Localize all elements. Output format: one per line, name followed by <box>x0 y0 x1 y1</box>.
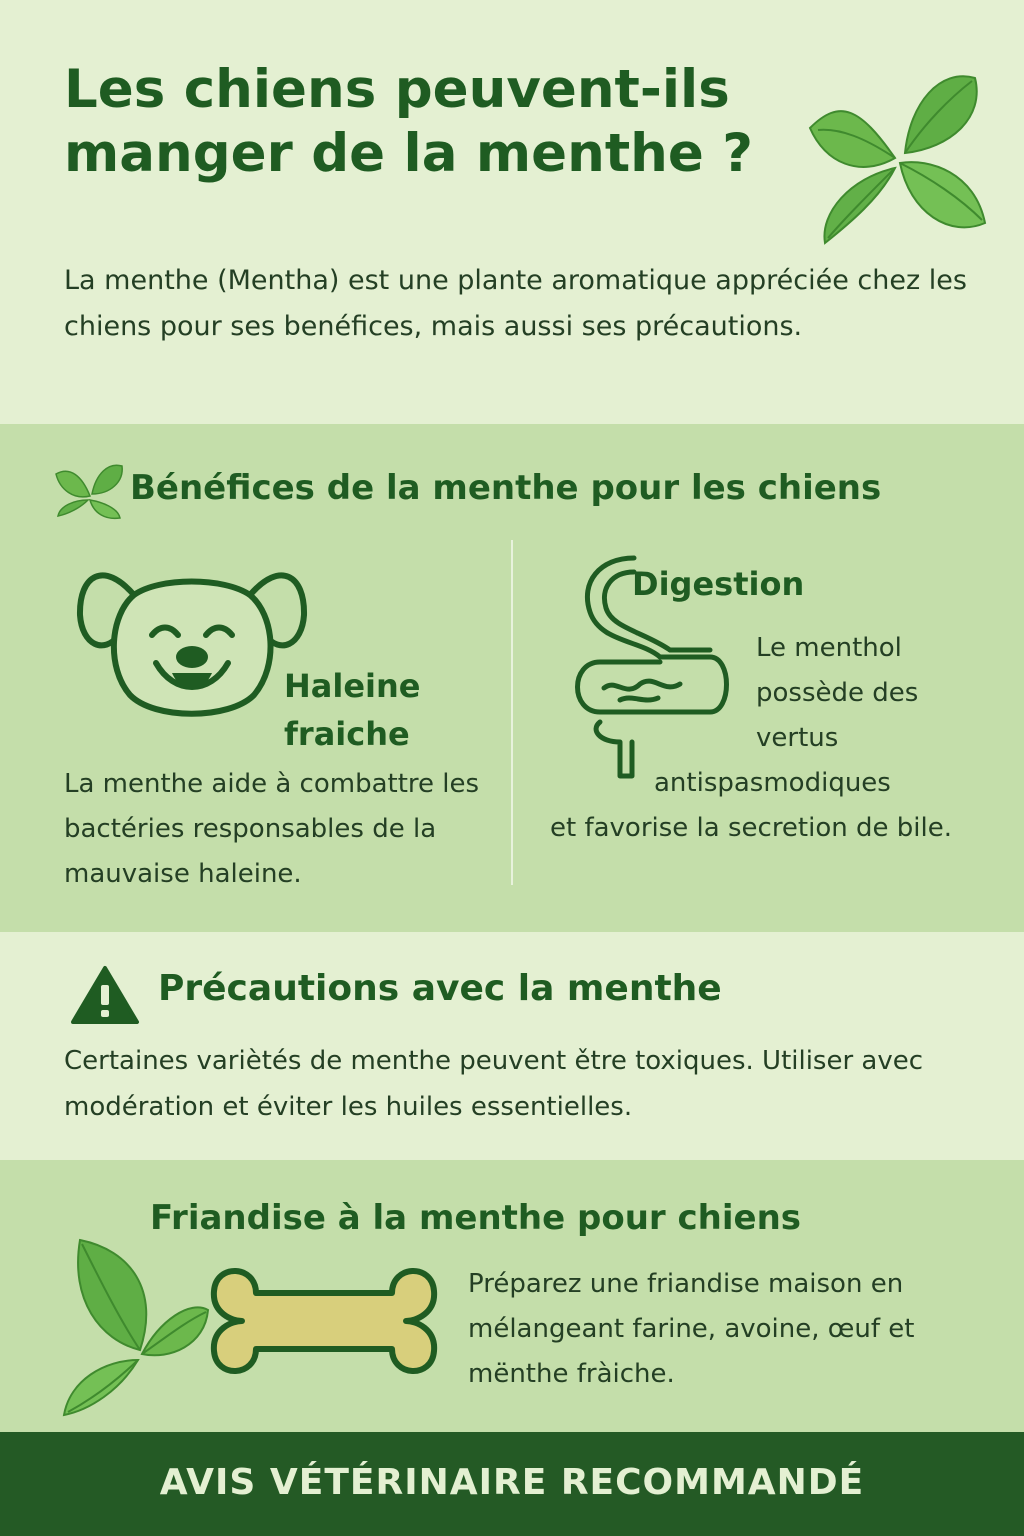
treat-title: Friandise à la menthe pour chiens <box>150 1198 802 1238</box>
precautions-text: Certaines variètés de menthe peuvent ětre toxiques. Utiliser avec modération et éviter les huiles essentielles. <box>64 1046 924 1122</box>
digestion-text-2: antispasmodiques <box>654 768 891 798</box>
footer-label: AVIS VÉTÉRINAIRE RECOMMANDÉ <box>159 1462 865 1503</box>
column-divider <box>511 540 513 885</box>
warning-icon <box>70 965 140 1025</box>
dog-face-icon <box>74 555 310 725</box>
fresh-breath-text: La menthe aide à combattre les bactéries responsables de la mauvaise haleine. <box>64 769 480 889</box>
mint-leaves-icon <box>800 48 1000 258</box>
digestion-title: Digestion <box>632 565 805 603</box>
digestion-text-1: Le menthol possède des vertus <box>756 633 919 753</box>
intro-text: La menthe (Mentha) est une plante aromatique appréciée chez les chiens pour ses benéfices, mais aussi ses précautions. <box>64 265 967 342</box>
benefits-title: Bénéfices de la menthe pour les chiens <box>130 468 882 508</box>
precautions-title: Précautions avec la menthe <box>158 968 722 1009</box>
digestion-text-3: et favorise la secretion de bile. <box>550 813 952 843</box>
mint-leaves-icon <box>60 1230 210 1420</box>
fresh-breath-title: Haleine fraiche <box>284 667 421 753</box>
page-title: Les chiens peuvent-ils manger de la menthe ? <box>64 59 754 184</box>
mint-leaves-icon <box>52 456 128 520</box>
treat-text: Préparez une friandise maison en mélangeant farine, avoine, œuf et mënthe fràiche. <box>468 1269 915 1389</box>
bone-icon <box>206 1255 442 1387</box>
